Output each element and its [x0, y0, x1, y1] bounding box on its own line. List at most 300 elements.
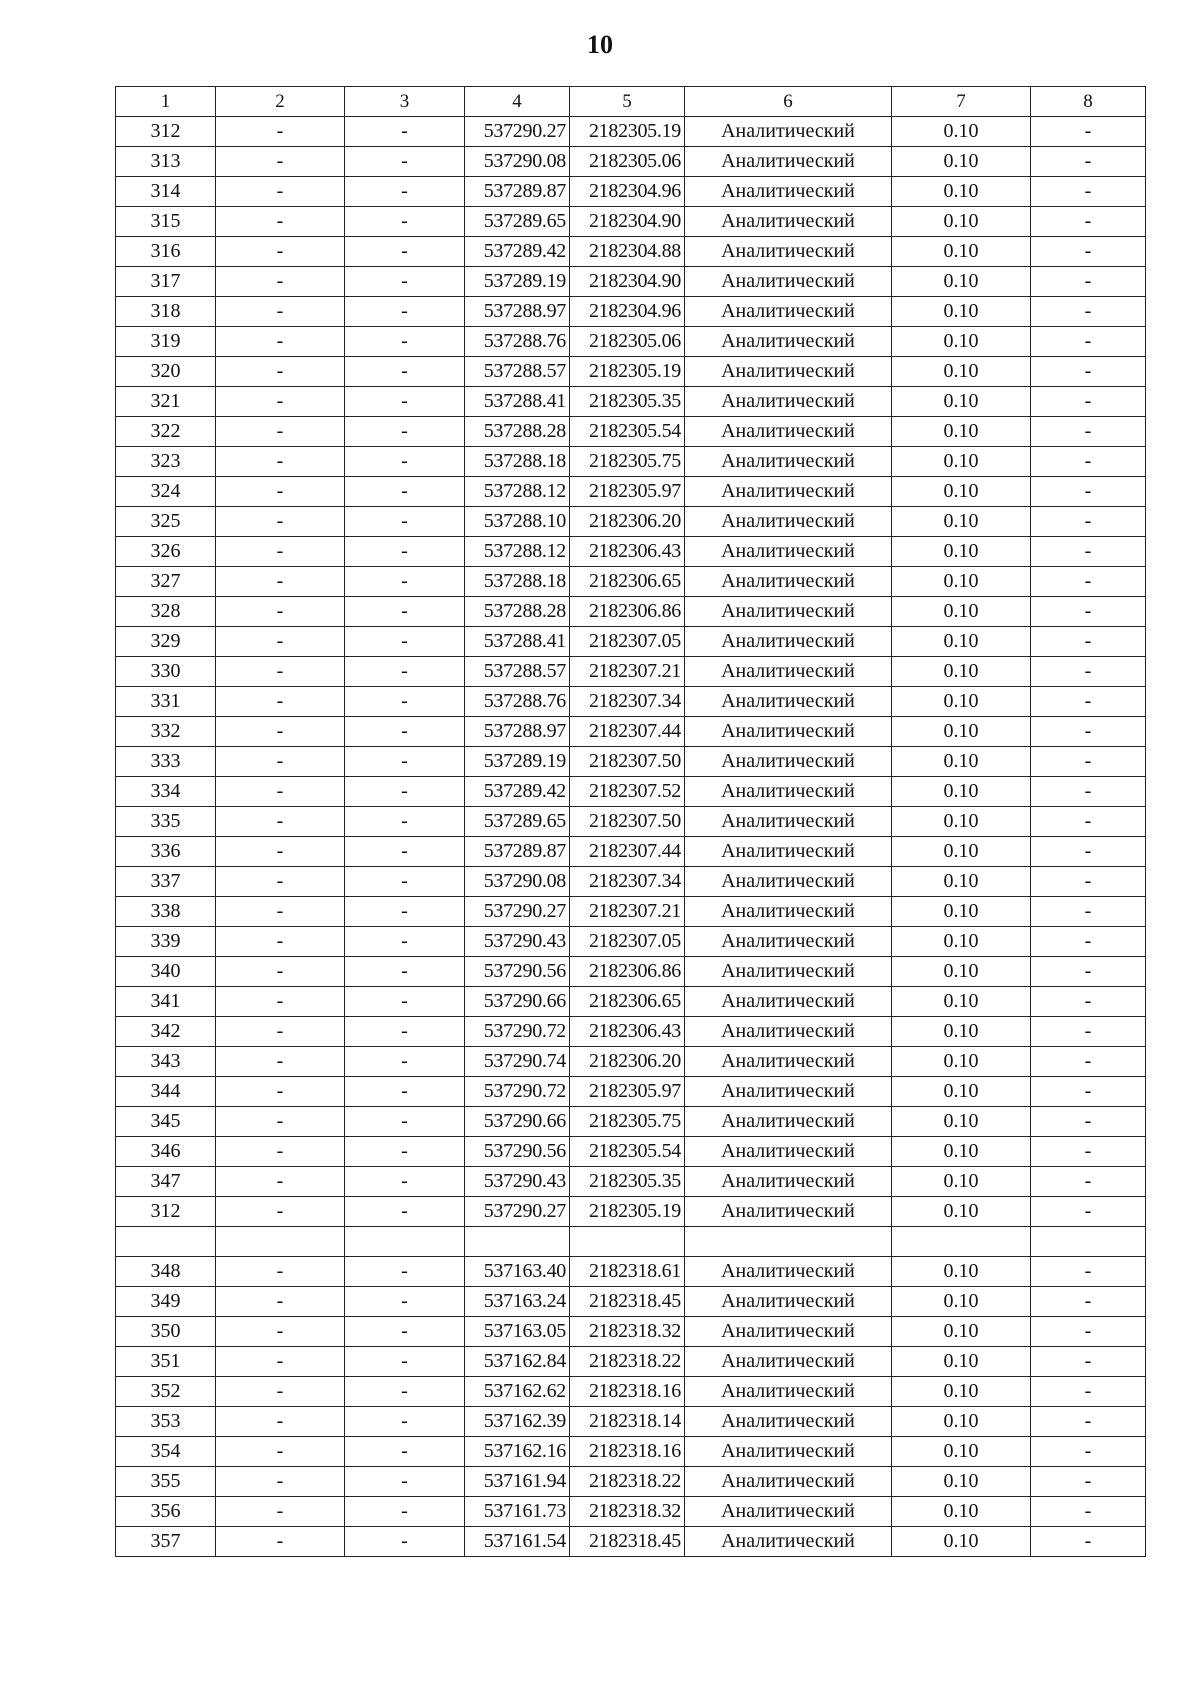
point-number-cell: 327: [116, 567, 216, 597]
col3-cell: -: [345, 1107, 465, 1137]
col3-cell: -: [345, 177, 465, 207]
col8-cell: -: [1031, 1077, 1146, 1107]
y-coordinate-cell: [570, 1227, 685, 1257]
point-number-cell: 314: [116, 177, 216, 207]
method-cell: Аналитический: [685, 537, 892, 567]
y-coordinate-cell: 2182305.06: [570, 147, 685, 177]
method-cell: Аналитический: [685, 237, 892, 267]
accuracy-cell: 0.10: [892, 357, 1031, 387]
x-coordinate-cell: 537288.12: [465, 537, 570, 567]
col2-cell: -: [216, 567, 345, 597]
table-row: [116, 777, 1146, 807]
point-number-cell: 351: [116, 1347, 216, 1377]
y-coordinate-cell: 2182318.22: [570, 1347, 685, 1377]
col2-cell: -: [216, 537, 345, 567]
col8-cell: -: [1031, 1527, 1146, 1557]
table-row: [116, 1107, 1146, 1137]
col8-cell: -: [1031, 537, 1146, 567]
method-cell: Аналитический: [685, 357, 892, 387]
y-coordinate-cell: 2182307.50: [570, 807, 685, 837]
point-number-cell: 353: [116, 1407, 216, 1437]
accuracy-cell: 0.10: [892, 1017, 1031, 1047]
method-cell: Аналитический: [685, 1077, 892, 1107]
col3-cell: -: [345, 117, 465, 147]
method-cell: Аналитический: [685, 747, 892, 777]
table-row: [116, 117, 1146, 147]
col8-cell: -: [1031, 237, 1146, 267]
method-cell: Аналитический: [685, 147, 892, 177]
accuracy-cell: 0.10: [892, 507, 1031, 537]
col8-cell: -: [1031, 1257, 1146, 1287]
col8-cell: -: [1031, 627, 1146, 657]
col3-cell: -: [345, 1167, 465, 1197]
accuracy-cell: [892, 1227, 1031, 1257]
point-number-cell: 332: [116, 717, 216, 747]
col3-cell: -: [345, 1047, 465, 1077]
col8-cell: -: [1031, 1107, 1146, 1137]
col2-cell: -: [216, 1527, 345, 1557]
method-cell: Аналитический: [685, 1467, 892, 1497]
col3-cell: -: [345, 777, 465, 807]
col3-cell: -: [345, 1377, 465, 1407]
method-cell: Аналитический: [685, 567, 892, 597]
col3-cell: [345, 1227, 465, 1257]
x-coordinate-cell: 537162.39: [465, 1407, 570, 1437]
method-cell: Аналитический: [685, 1317, 892, 1347]
y-coordinate-cell: 2182306.65: [570, 987, 685, 1017]
table-row: [116, 867, 1146, 897]
col3-cell: -: [345, 1077, 465, 1107]
method-cell: Аналитический: [685, 1287, 892, 1317]
col8-cell: -: [1031, 657, 1146, 687]
y-coordinate-cell: 2182306.43: [570, 1017, 685, 1047]
table-row: [116, 537, 1146, 567]
point-number-cell: 316: [116, 237, 216, 267]
point-number-cell: 339: [116, 927, 216, 957]
col8-cell: -: [1031, 357, 1146, 387]
x-coordinate-cell: 537288.18: [465, 567, 570, 597]
table-row: [116, 657, 1146, 687]
col3-cell: -: [345, 1347, 465, 1377]
col2-cell: -: [216, 897, 345, 927]
y-coordinate-cell: 2182305.75: [570, 447, 685, 477]
table-row: [116, 837, 1146, 867]
x-coordinate-cell: 537288.41: [465, 627, 570, 657]
col2-cell: -: [216, 777, 345, 807]
x-coordinate-cell: 537289.87: [465, 177, 570, 207]
col2-cell: -: [216, 1467, 345, 1497]
col3-cell: -: [345, 417, 465, 447]
method-cell: Аналитический: [685, 387, 892, 417]
y-coordinate-cell: 2182307.34: [570, 867, 685, 897]
col3-cell: -: [345, 927, 465, 957]
col2-cell: -: [216, 417, 345, 447]
table-row: [116, 987, 1146, 1017]
y-coordinate-cell: 2182305.19: [570, 357, 685, 387]
y-coordinate-cell: 2182318.61: [570, 1257, 685, 1287]
point-number-cell: [116, 1227, 216, 1257]
point-number-cell: 350: [116, 1317, 216, 1347]
point-number-cell: 349: [116, 1287, 216, 1317]
x-coordinate-cell: 537290.27: [465, 1197, 570, 1227]
y-coordinate-cell: 2182307.52: [570, 777, 685, 807]
point-number-cell: 357: [116, 1527, 216, 1557]
col8-cell: -: [1031, 297, 1146, 327]
table-row: [116, 1047, 1146, 1077]
accuracy-cell: 0.10: [892, 1527, 1031, 1557]
col8-cell: -: [1031, 447, 1146, 477]
col3-cell: -: [345, 627, 465, 657]
x-coordinate-cell: 537290.08: [465, 147, 570, 177]
method-cell: Аналитический: [685, 1047, 892, 1077]
x-coordinate-cell: 537288.57: [465, 657, 570, 687]
point-number-cell: 312: [116, 1197, 216, 1227]
col8-cell: -: [1031, 1167, 1146, 1197]
table-row: [116, 387, 1146, 417]
table-row: [116, 207, 1146, 237]
table-row: [116, 897, 1146, 927]
method-cell: Аналитический: [685, 117, 892, 147]
point-number-cell: 325: [116, 507, 216, 537]
method-cell: Аналитический: [685, 597, 892, 627]
y-coordinate-cell: 2182307.44: [570, 837, 685, 867]
method-cell: Аналитический: [685, 687, 892, 717]
accuracy-cell: 0.10: [892, 687, 1031, 717]
accuracy-cell: 0.10: [892, 1407, 1031, 1437]
col2-cell: -: [216, 807, 345, 837]
col2-cell: -: [216, 1077, 345, 1107]
col2-cell: -: [216, 1107, 345, 1137]
col8-cell: -: [1031, 147, 1146, 177]
col2-cell: -: [216, 1017, 345, 1047]
table-row: [116, 927, 1146, 957]
col2-cell: -: [216, 597, 345, 627]
col8-cell: -: [1031, 267, 1146, 297]
column-header: 6: [685, 87, 892, 117]
col3-cell: -: [345, 447, 465, 477]
point-number-cell: 354: [116, 1437, 216, 1467]
accuracy-cell: 0.10: [892, 597, 1031, 627]
column-header: 4: [465, 87, 570, 117]
point-number-cell: 315: [116, 207, 216, 237]
col8-cell: -: [1031, 207, 1146, 237]
y-coordinate-cell: 2182304.96: [570, 177, 685, 207]
col3-cell: -: [345, 1437, 465, 1467]
col8-cell: -: [1031, 1377, 1146, 1407]
col8-cell: -: [1031, 1467, 1146, 1497]
accuracy-cell: 0.10: [892, 987, 1031, 1017]
x-coordinate-cell: [465, 1227, 570, 1257]
y-coordinate-cell: 2182306.86: [570, 957, 685, 987]
method-cell: Аналитический: [685, 807, 892, 837]
col8-cell: -: [1031, 507, 1146, 537]
col3-cell: -: [345, 357, 465, 387]
point-number-cell: 319: [116, 327, 216, 357]
point-number-cell: 338: [116, 897, 216, 927]
table-row: [116, 567, 1146, 597]
x-coordinate-cell: 537288.10: [465, 507, 570, 537]
accuracy-cell: 0.10: [892, 1137, 1031, 1167]
col2-cell: -: [216, 267, 345, 297]
col2-cell: -: [216, 867, 345, 897]
accuracy-cell: 0.10: [892, 1377, 1031, 1407]
accuracy-cell: 0.10: [892, 297, 1031, 327]
method-cell: Аналитический: [685, 837, 892, 867]
y-coordinate-cell: 2182305.54: [570, 1137, 685, 1167]
method-cell: Аналитический: [685, 1197, 892, 1227]
method-cell: Аналитический: [685, 1137, 892, 1167]
col3-cell: -: [345, 327, 465, 357]
accuracy-cell: 0.10: [892, 567, 1031, 597]
col3-cell: -: [345, 237, 465, 267]
col3-cell: -: [345, 1017, 465, 1047]
y-coordinate-cell: 2182318.45: [570, 1287, 685, 1317]
point-number-cell: 313: [116, 147, 216, 177]
x-coordinate-cell: 537161.73: [465, 1497, 570, 1527]
point-number-cell: 317: [116, 267, 216, 297]
point-number-cell: 343: [116, 1047, 216, 1077]
col3-cell: -: [345, 747, 465, 777]
accuracy-cell: 0.10: [892, 867, 1031, 897]
table-row: [116, 1137, 1146, 1167]
y-coordinate-cell: 2182318.16: [570, 1377, 685, 1407]
x-coordinate-cell: 537290.08: [465, 867, 570, 897]
column-header: 7: [892, 87, 1031, 117]
col2-cell: -: [216, 237, 345, 267]
table-body: [116, 117, 1146, 1557]
method-cell: Аналитический: [685, 777, 892, 807]
col8-cell: -: [1031, 957, 1146, 987]
y-coordinate-cell: 2182318.45: [570, 1527, 685, 1557]
accuracy-cell: 0.10: [892, 1317, 1031, 1347]
column-header: 2: [216, 87, 345, 117]
point-number-cell: 322: [116, 417, 216, 447]
x-coordinate-cell: 537289.65: [465, 807, 570, 837]
col3-cell: -: [345, 147, 465, 177]
col3-cell: -: [345, 1197, 465, 1227]
y-coordinate-cell: 2182318.14: [570, 1407, 685, 1437]
accuracy-cell: 0.10: [892, 807, 1031, 837]
col3-cell: -: [345, 837, 465, 867]
accuracy-cell: 0.10: [892, 1347, 1031, 1377]
y-coordinate-cell: 2182307.34: [570, 687, 685, 717]
point-number-cell: 318: [116, 297, 216, 327]
y-coordinate-cell: 2182306.65: [570, 567, 685, 597]
x-coordinate-cell: 537162.62: [465, 1377, 570, 1407]
point-number-cell: 352: [116, 1377, 216, 1407]
table-row: [116, 717, 1146, 747]
accuracy-cell: 0.10: [892, 537, 1031, 567]
table-row: [116, 807, 1146, 837]
x-coordinate-cell: 537161.94: [465, 1467, 570, 1497]
col3-cell: -: [345, 1257, 465, 1287]
column-header: 1: [116, 87, 216, 117]
point-number-cell: 345: [116, 1107, 216, 1137]
col2-cell: -: [216, 1497, 345, 1527]
accuracy-cell: 0.10: [892, 747, 1031, 777]
method-cell: Аналитический: [685, 1407, 892, 1437]
method-cell: Аналитический: [685, 1377, 892, 1407]
col8-cell: -: [1031, 477, 1146, 507]
x-coordinate-cell: 537288.97: [465, 297, 570, 327]
y-coordinate-cell: 2182304.90: [570, 207, 685, 237]
accuracy-cell: 0.10: [892, 957, 1031, 987]
table-row: [116, 957, 1146, 987]
col8-cell: -: [1031, 807, 1146, 837]
col2-cell: -: [216, 297, 345, 327]
x-coordinate-cell: 537290.56: [465, 957, 570, 987]
col3-cell: -: [345, 597, 465, 627]
method-cell: [685, 1227, 892, 1257]
col8-cell: -: [1031, 987, 1146, 1017]
point-number-cell: 356: [116, 1497, 216, 1527]
table-row: [116, 147, 1146, 177]
col2-cell: -: [216, 1197, 345, 1227]
col8-cell: -: [1031, 717, 1146, 747]
x-coordinate-cell: 537290.72: [465, 1077, 570, 1107]
col2-cell: -: [216, 387, 345, 417]
col2-cell: [216, 1227, 345, 1257]
col2-cell: -: [216, 957, 345, 987]
y-coordinate-cell: 2182305.35: [570, 1167, 685, 1197]
point-number-cell: 328: [116, 597, 216, 627]
x-coordinate-cell: 537288.97: [465, 717, 570, 747]
x-coordinate-cell: 537290.27: [465, 897, 570, 927]
method-cell: Аналитический: [685, 1527, 892, 1557]
x-coordinate-cell: 537289.42: [465, 777, 570, 807]
point-number-cell: 323: [116, 447, 216, 477]
accuracy-cell: 0.10: [892, 237, 1031, 267]
x-coordinate-cell: 537289.19: [465, 747, 570, 777]
method-cell: Аналитический: [685, 417, 892, 447]
point-number-cell: 344: [116, 1077, 216, 1107]
y-coordinate-cell: 2182318.32: [570, 1317, 685, 1347]
col2-cell: -: [216, 1377, 345, 1407]
accuracy-cell: 0.10: [892, 177, 1031, 207]
col2-cell: -: [216, 177, 345, 207]
y-coordinate-cell: 2182318.22: [570, 1467, 685, 1497]
y-coordinate-cell: 2182305.19: [570, 117, 685, 147]
accuracy-cell: 0.10: [892, 1497, 1031, 1527]
y-coordinate-cell: 2182306.20: [570, 1047, 685, 1077]
table-row: [116, 597, 1146, 627]
column-header: 8: [1031, 87, 1146, 117]
x-coordinate-cell: 537290.72: [465, 1017, 570, 1047]
method-cell: Аналитический: [685, 627, 892, 657]
accuracy-cell: 0.10: [892, 1287, 1031, 1317]
method-cell: Аналитический: [685, 957, 892, 987]
col3-cell: -: [345, 867, 465, 897]
col2-cell: -: [216, 717, 345, 747]
x-coordinate-cell: 537289.42: [465, 237, 570, 267]
table-row: [116, 1377, 1146, 1407]
x-coordinate-cell: 537288.76: [465, 687, 570, 717]
point-number-cell: 326: [116, 537, 216, 567]
y-coordinate-cell: 2182307.50: [570, 747, 685, 777]
x-coordinate-cell: 537288.28: [465, 597, 570, 627]
table-row: [116, 507, 1146, 537]
method-cell: Аналитический: [685, 657, 892, 687]
col3-cell: -: [345, 1317, 465, 1347]
table-row: [116, 1257, 1146, 1287]
col2-cell: -: [216, 1317, 345, 1347]
col8-cell: -: [1031, 1347, 1146, 1377]
col2-cell: -: [216, 627, 345, 657]
y-coordinate-cell: 2182305.19: [570, 1197, 685, 1227]
table-row: [116, 1287, 1146, 1317]
col8-cell: -: [1031, 897, 1146, 927]
col2-cell: -: [216, 927, 345, 957]
col2-cell: -: [216, 987, 345, 1017]
y-coordinate-cell: 2182306.43: [570, 537, 685, 567]
x-coordinate-cell: 537290.74: [465, 1047, 570, 1077]
accuracy-cell: 0.10: [892, 1437, 1031, 1467]
col2-cell: -: [216, 477, 345, 507]
x-coordinate-cell: 537290.66: [465, 987, 570, 1017]
col8-cell: -: [1031, 387, 1146, 417]
table-row: [116, 297, 1146, 327]
col2-cell: -: [216, 747, 345, 777]
table-row: [116, 1317, 1146, 1347]
table-row: [116, 1167, 1146, 1197]
accuracy-cell: 0.10: [892, 1197, 1031, 1227]
x-coordinate-cell: 537290.27: [465, 117, 570, 147]
col2-cell: -: [216, 207, 345, 237]
x-coordinate-cell: 537288.57: [465, 357, 570, 387]
method-cell: Аналитический: [685, 1017, 892, 1047]
x-coordinate-cell: 537163.05: [465, 1317, 570, 1347]
y-coordinate-cell: 2182305.06: [570, 327, 685, 357]
col8-cell: -: [1031, 1497, 1146, 1527]
col3-cell: -: [345, 537, 465, 567]
table-row: [116, 447, 1146, 477]
x-coordinate-cell: 537288.12: [465, 477, 570, 507]
table-row: [116, 1407, 1146, 1437]
table-row: [116, 1347, 1146, 1377]
x-coordinate-cell: 537290.43: [465, 1167, 570, 1197]
y-coordinate-cell: 2182307.21: [570, 657, 685, 687]
point-number-cell: 312: [116, 117, 216, 147]
y-coordinate-cell: 2182304.96: [570, 297, 685, 327]
col3-cell: -: [345, 1287, 465, 1317]
table-row: [116, 1017, 1146, 1047]
table-row: [116, 1527, 1146, 1557]
x-coordinate-cell: 537289.65: [465, 207, 570, 237]
point-number-cell: 355: [116, 1467, 216, 1497]
col2-cell: -: [216, 837, 345, 867]
col8-cell: -: [1031, 747, 1146, 777]
col2-cell: -: [216, 1437, 345, 1467]
point-number-cell: 337: [116, 867, 216, 897]
col2-cell: -: [216, 1347, 345, 1377]
table-row: [116, 1077, 1146, 1107]
x-coordinate-cell: 537290.43: [465, 927, 570, 957]
point-number-cell: 335: [116, 807, 216, 837]
accuracy-cell: 0.10: [892, 417, 1031, 447]
point-number-cell: 329: [116, 627, 216, 657]
accuracy-cell: 0.10: [892, 1047, 1031, 1077]
col8-cell: -: [1031, 177, 1146, 207]
table-row: [116, 747, 1146, 777]
accuracy-cell: 0.10: [892, 657, 1031, 687]
y-coordinate-cell: 2182305.75: [570, 1107, 685, 1137]
col3-cell: -: [345, 1467, 465, 1497]
x-coordinate-cell: 537289.19: [465, 267, 570, 297]
method-cell: Аналитический: [685, 477, 892, 507]
col8-cell: -: [1031, 1287, 1146, 1317]
col3-cell: -: [345, 897, 465, 927]
point-number-cell: 346: [116, 1137, 216, 1167]
